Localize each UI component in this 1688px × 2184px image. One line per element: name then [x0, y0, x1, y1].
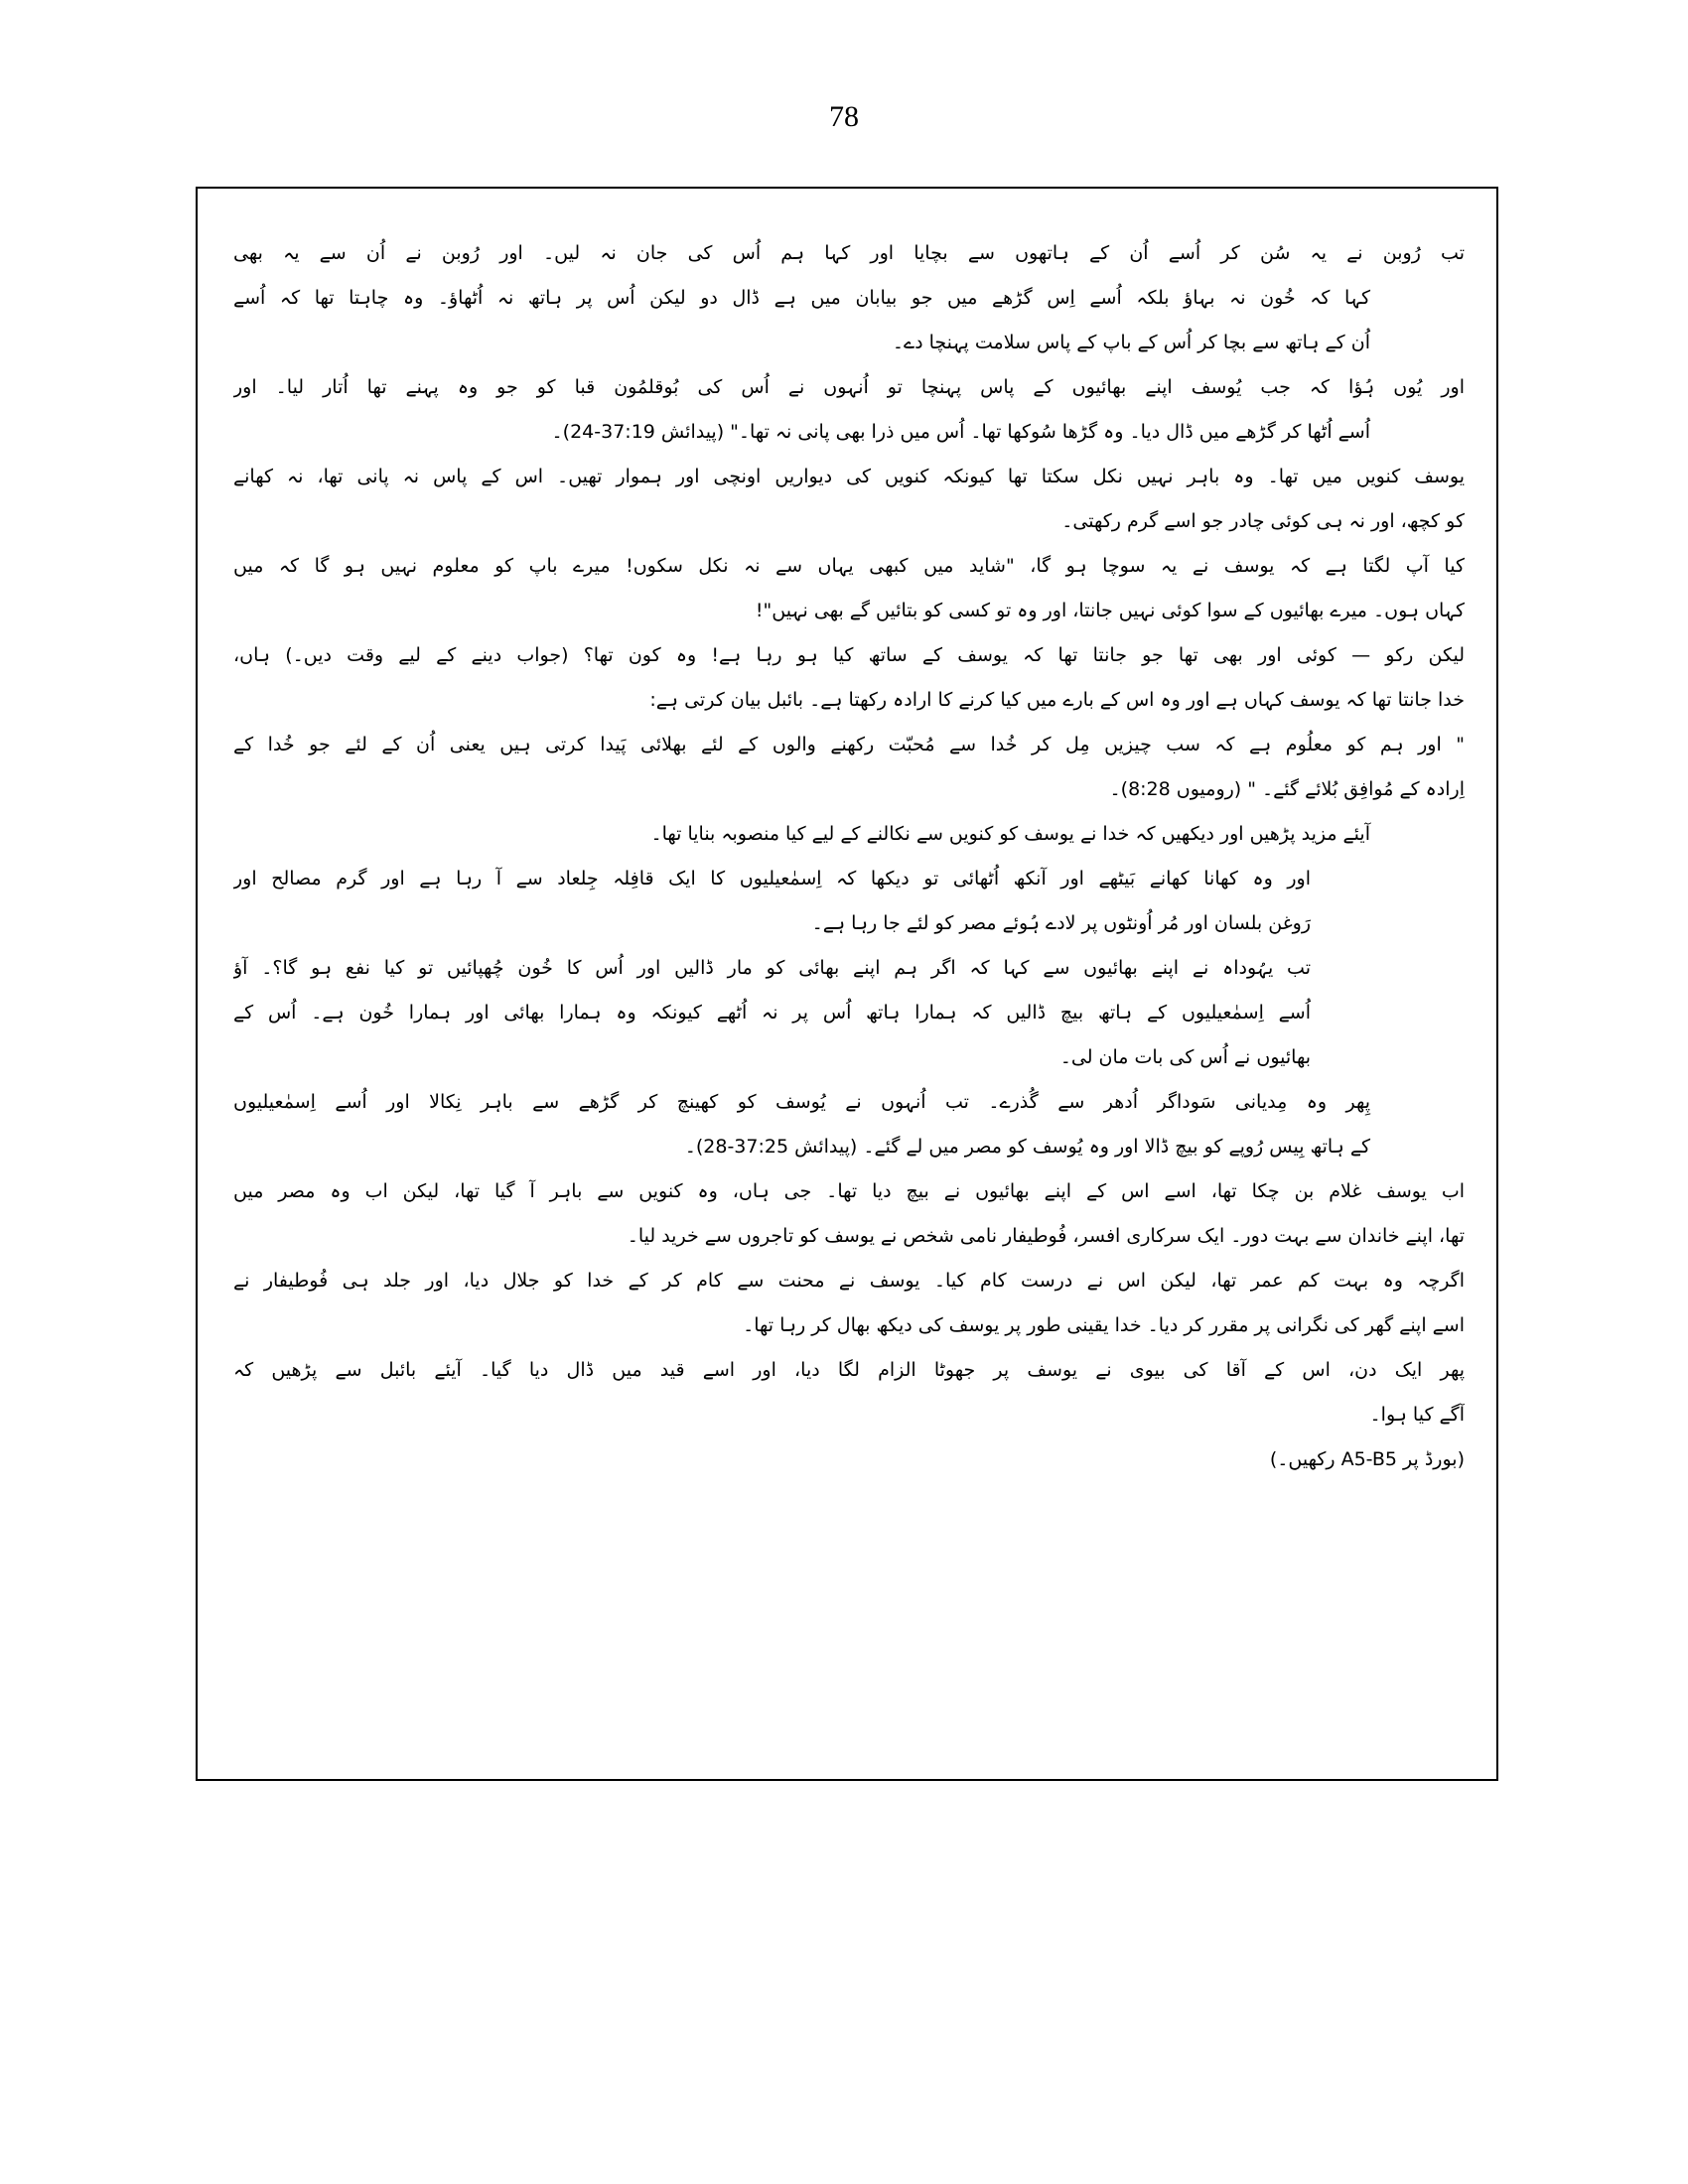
text-line: اُسے اُٹھا کر گڑھے میں ڈال دیا۔ وہ گڑھا سُوکھا تھا۔ اُس میں ذرا بھی پانی نہ تھا۔" (پیدائش 37:19-24)۔ [551, 421, 1370, 443]
text-line: رَوغن بلسان اور مُر اُونٹوں پر لادے ہُوئے مصر کو لئے جا رہا ہے۔ [811, 912, 1311, 934]
text-line: اُن کے ہاتھ سے بچا کر اُس کے باپ کے پاس سلامت پہنچا دے۔ [892, 332, 1370, 353]
text-line: اب یوسف غلام بن چکا تھا، اسے اس کے اپنے بھائیوں نے بیچ دیا تھا۔ جی ہاں، وہ کنویں سے باہر آ گیا تھا، لیکن اب وہ مصر میں [233, 1180, 1465, 1202]
text-line: کیا آپ لگتا ہے کہ یوسف نے یہ سوچا ہو گا، "شاید میں کبھی یہاں سے نہ نکل سکوں! میرے باپ کو معلوم نہیں ہو گا کہ میں [233, 555, 1465, 577]
text-line: اسے اپنے گھر کی نگرانی پر مقرر کر دیا۔ خدا یقینی طور پر یوسف کی دیکھ بھال کر رہا تھا۔ [743, 1314, 1465, 1336]
text-line: کو کچھ، اور نہ ہی کوئی چادر جو اسے گرم رکھتی۔ [1061, 510, 1465, 532]
board-instruction: (بورڈ پر A5-B5 رکھیں۔) [1269, 1448, 1465, 1470]
text-line: اور یُوں ہُؤا کہ جب یُوسف اپنے بھائیوں کے پاس پہنچا تو اُنہوں نے اُس کی بُوقلمُون قبا کو جو وہ پہنے تھا اُتار لیا۔ اور [233, 376, 1465, 398]
text-line: آگے کیا ہوا۔ [1369, 1404, 1465, 1426]
content-box [196, 187, 1498, 1781]
text-line: اِرادہ کے مُوافِق بُلائے گئے۔ " (رومیوں 8:28)۔ [1109, 778, 1465, 800]
page-number: 78 [829, 100, 859, 133]
text-line: تب رُوبن نے یہ سُن کر اُسے اُن کے ہاتھوں سے بچایا اور کہا ہم اُس کی جان نہ لیں۔ اور رُوبن نے اُن سے یہ بھی [233, 242, 1465, 264]
body-text [233, 231, 1465, 1482]
text-line: خدا جانتا تھا کہ یوسف کہاں ہے اور وہ اس کے بارے میں کیا کرنے کا ارادہ رکھتا ہے۔ بائبل بیان کرتی ہے: [649, 689, 1465, 711]
text-line: آیئے مزید پڑھیں اور دیکھیں کہ خدا نے یوسف کو کنویں سے نکالنے کے لیے کیا منصوبہ بنایا تھا۔ [650, 823, 1370, 845]
text-line: پھر ایک دن، اس کے آقا کی بیوی نے یوسف پر جھوٹا الزام لگا دیا، اور اسے قید میں ڈال دیا گیا۔ آیئے بائبل سے پڑھیں کہ [233, 1359, 1465, 1381]
text-line: کہا کہ خُون نہ بہاؤ بلکہ اُسے اِس گڑھے میں جو بیابان میں ہے ڈال دو لیکن اُس پر ہاتھ نہ اُٹھاؤ۔ وہ چاہتا تھا کہ اُسے [233, 287, 1370, 309]
text-line: کے ہاتھ بِیس رُوپے کو بیچ ڈالا اور وہ یُوسف کو مصر میں لے گئے۔ (پیدائش 37:25-28)۔ [684, 1136, 1370, 1158]
text-line: اُسے اِسمٰعیلیوں کے ہاتھ بیچ ڈالیں کہ ہمارا ہاتھ اُس پر نہ اُٹھے کیونکہ وہ ہمارا بھائی اور ہمارا خُون ہے۔ اُس کے [233, 1002, 1311, 1024]
text-line: یوسف کنویں میں تھا۔ وہ باہر نہیں نکل سکتا تھا کیونکہ کنویں کی دیواریں اونچی اور ہموار تھیں۔ اس کے پاس نہ پانی تھا، نہ کھانے [233, 466, 1465, 487]
text-line: لیکن رکو — کوئی اور بھی تھا جو جانتا تھا کہ یوسف کے ساتھ کیا ہو رہا ہے! وہ کون تھا؟ (جواب دینے کے لیے وقت دیں۔) ہاں، [233, 644, 1465, 666]
text-line: تھا، اپنے خاندان سے بہت دور۔ ایک سرکاری افسر، فُوطیفار نامی شخص نے یوسف کو تاجروں سے خرید لیا۔ [627, 1225, 1465, 1247]
text-line: اگرچہ وہ بہت کم عمر تھا، لیکن اس نے درست کام کیا۔ یوسف نے محنت سے کام کر کے خدا کو جلال دیا، اور جلد ہی فُوطیفار نے [233, 1270, 1465, 1292]
text-line: " اور ہم کو معلُوم ہے کہ سب چیزیں مِل کر خُدا سے مُحبّت رکھنے والوں کے لئے بھلائی پَیدا کرتی ہیں یعنی اُن کے لئے جو خُدا کے [233, 734, 1465, 755]
text-line: اور وہ کھانا کھانے بَیٹھے اور آنکھ اُٹھائی تو دیکھا کہ اِسمٰعیلیوں کا ایک قافِلہ جِلعاد سے آ رہا ہے اور گرم مصالح اور [233, 868, 1311, 889]
text-line: کہاں ہوں۔ میرے بھائیوں کے سوا کوئی نہیں جانتا، اور وہ تو کسی کو بتائیں گے بھی نہیں"! [755, 600, 1465, 621]
text-line: تب یہُوداہ نے اپنے بھائیوں سے کہا کہ اگر ہم اپنے بھائی کو مار ڈالیں اور اُس کا خُون چُھپائیں تو کیا نفع ہو گا؟۔ آؤ [233, 957, 1311, 979]
text-line: بھائیوں نے اُس کی بات مان لی۔ [1059, 1046, 1311, 1068]
text-line: پِھر وہ مِدیانی سَوداگر اُدھر سے گُذرے۔ تب اُنہوں نے یُوسف کو کھینچ کر گڑھے سے باہر نِکالا اور اُسے اِسمٰعیلیوں [233, 1091, 1370, 1113]
